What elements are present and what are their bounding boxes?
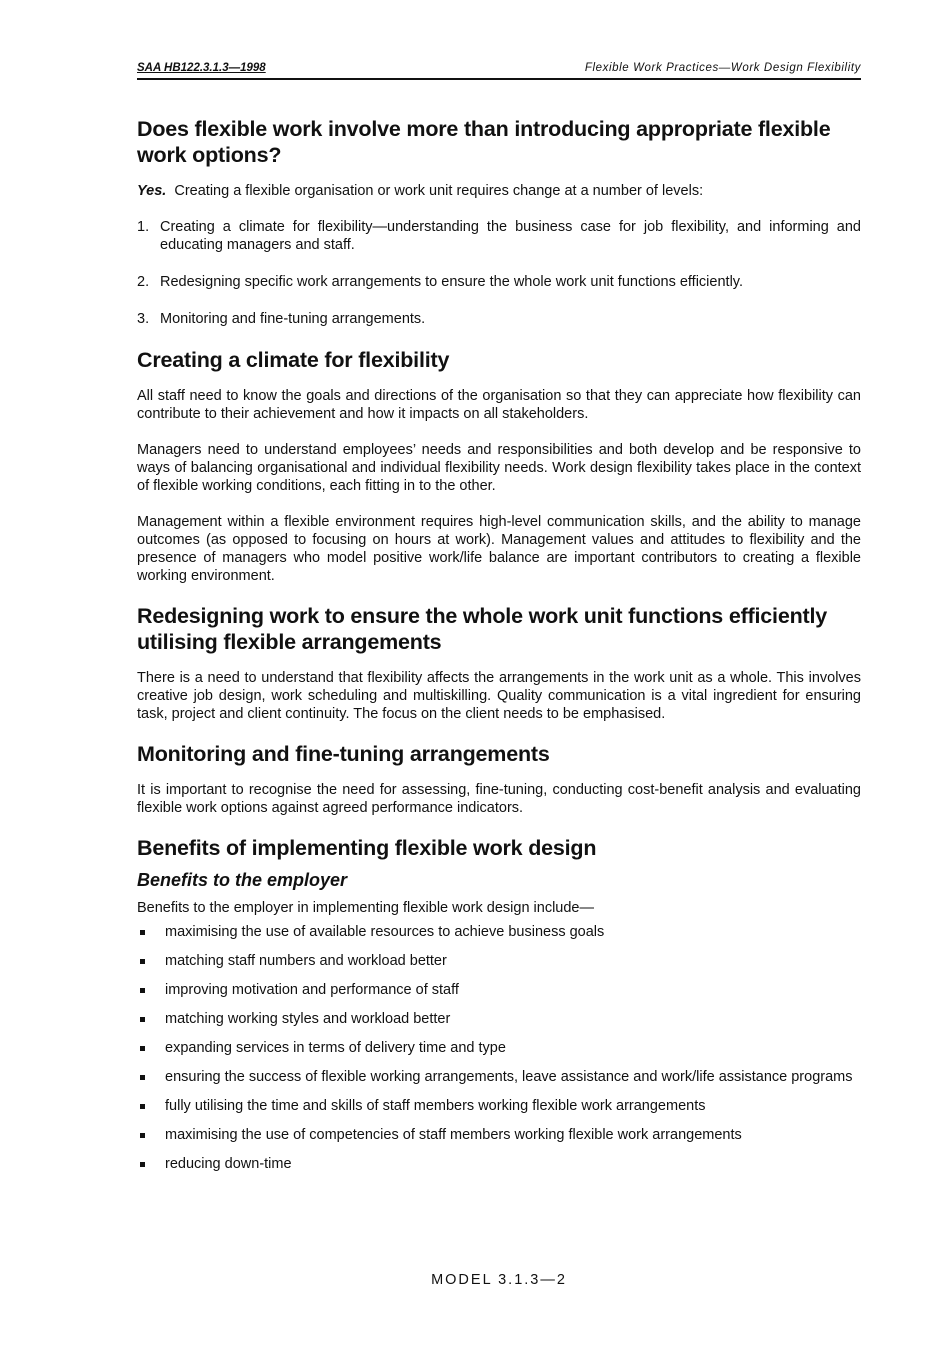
bullet-item xyxy=(137,1068,861,1087)
item-text: Creating a climate for flexibility—understanding the business case for job flexibility, and informing and educating managers and staff. xyxy=(160,219,861,253)
header-standard-id: SAA HB122.3.1.3—1998 xyxy=(137,62,266,74)
paragraph: All staff need to know the goals and directions of the organisation so that they can appreciate how flexibility can contribute to their achievement and how it impacts on all stakeholders. xyxy=(137,388,861,422)
numbered-item xyxy=(137,273,861,291)
bullet-text: expanding services in terms of delivery time and type xyxy=(165,1040,506,1056)
bullet-item xyxy=(137,1155,861,1174)
numbered-item xyxy=(137,218,861,254)
bullet-item xyxy=(137,1097,861,1116)
bullet-square-icon xyxy=(140,1017,145,1022)
item-text: Redesigning specific work arrangements to ensure the whole work unit functions efficiently. xyxy=(160,274,743,290)
bullet-square-icon xyxy=(140,959,145,964)
bullet-square-icon xyxy=(140,1133,145,1138)
section-heading-flexible-work: Does flexible work involve more than introducing appropriate flexible work options? xyxy=(137,117,831,167)
section-heading-monitoring: Monitoring and fine-tuning arrangements xyxy=(137,742,550,766)
item-number: 3. xyxy=(137,311,150,327)
section-heading-redesigning: Redesigning work to ensure the whole work unit functions efficiently utilising flexible arrangements xyxy=(137,604,828,654)
item-number: 2. xyxy=(137,274,150,290)
bullet-text: maximising the use of available resources to achieve business goals xyxy=(165,924,605,940)
bullet-item xyxy=(137,981,861,1000)
numbered-item xyxy=(137,310,861,328)
section1-intro xyxy=(137,182,861,200)
bullet-text: maximising the use of competencies of staff members working flexible work arrangements xyxy=(165,1127,742,1143)
paragraph: It is important to recognise the need for assessing, fine-tuning, conducting cost-benefit analysis and evaluating flexible work options against agreed performance indicators. xyxy=(137,782,861,816)
header-title: Flexible Work Practices—Work Design Flexibility xyxy=(584,62,861,74)
bullet-square-icon xyxy=(140,1075,145,1080)
bullet-square-icon xyxy=(140,1162,145,1167)
numbered-list xyxy=(137,218,861,328)
paragraph: Managers need to understand employees’ needs and responsibilities and both develop and be responsive to ways of balancing organisational and individual flexibility needs. Work design flexibility takes place in the context of flexible working conditions, each fitting in to the other. xyxy=(137,442,861,494)
bullet-text: fully utilising the time and skills of staff members working flexible work arrangements xyxy=(165,1098,706,1114)
bullet-square-icon xyxy=(140,1104,145,1109)
section1-intro-text: Creating a flexible organisation or work unit requires change at a number of levels: xyxy=(174,183,704,199)
paragraph: Management within a flexible environment requires high-level communication skills, and the ability to manage outcomes (as opposed to focusing on hours at work). Management values and attitudes to flexibility and the presence of managers who model positive work/life balance are important contributors to creating a flexible working environment. xyxy=(137,514,861,584)
bullet-text: improving motivation and performance of staff xyxy=(165,982,459,998)
paragraph: There is a need to understand that flexibility affects the arrangements in the work unit as a whole. This involves creative job design, work scheduling and multiskilling. Quality communication is a vital ingredient for ensuring task, project and client continuity. The focus on the client needs to be emphasised. xyxy=(137,670,861,722)
section-heading-climate: Creating a climate for flexibility xyxy=(137,348,450,372)
bullet-square-icon xyxy=(140,988,145,993)
bullet-text: reducing down-time xyxy=(165,1156,292,1172)
page-footer: MODEL 3.1.3—2 xyxy=(431,1272,567,1288)
item-text: Monitoring and fine-tuning arrangements. xyxy=(160,311,426,327)
bullet-item xyxy=(137,952,861,971)
page-content xyxy=(137,116,861,1184)
bullet-square-icon xyxy=(140,1046,145,1051)
running-header xyxy=(137,60,861,80)
benefits-intro: Benefits to the employer in implementing flexible work design include— xyxy=(137,900,594,916)
section-heading-benefits: Benefits of implementing flexible work design xyxy=(137,836,597,860)
bullet-item xyxy=(137,923,861,942)
bullet-text: matching working styles and workload better xyxy=(165,1011,451,1027)
bullet-text: matching staff numbers and workload better xyxy=(165,953,447,969)
bullet-list xyxy=(137,923,861,1174)
bullet-square-icon xyxy=(140,930,145,935)
bullet-text: ensuring the success of flexible working arrangements, leave assistance and work/life assistance programs xyxy=(165,1069,853,1085)
item-number: 1. xyxy=(137,219,150,235)
bullet-item xyxy=(137,1126,861,1145)
bullet-item xyxy=(137,1039,861,1058)
subheading-employer: Benefits to the employer xyxy=(137,870,348,890)
yes-label: Yes. xyxy=(137,183,167,199)
bullet-item xyxy=(137,1010,861,1029)
